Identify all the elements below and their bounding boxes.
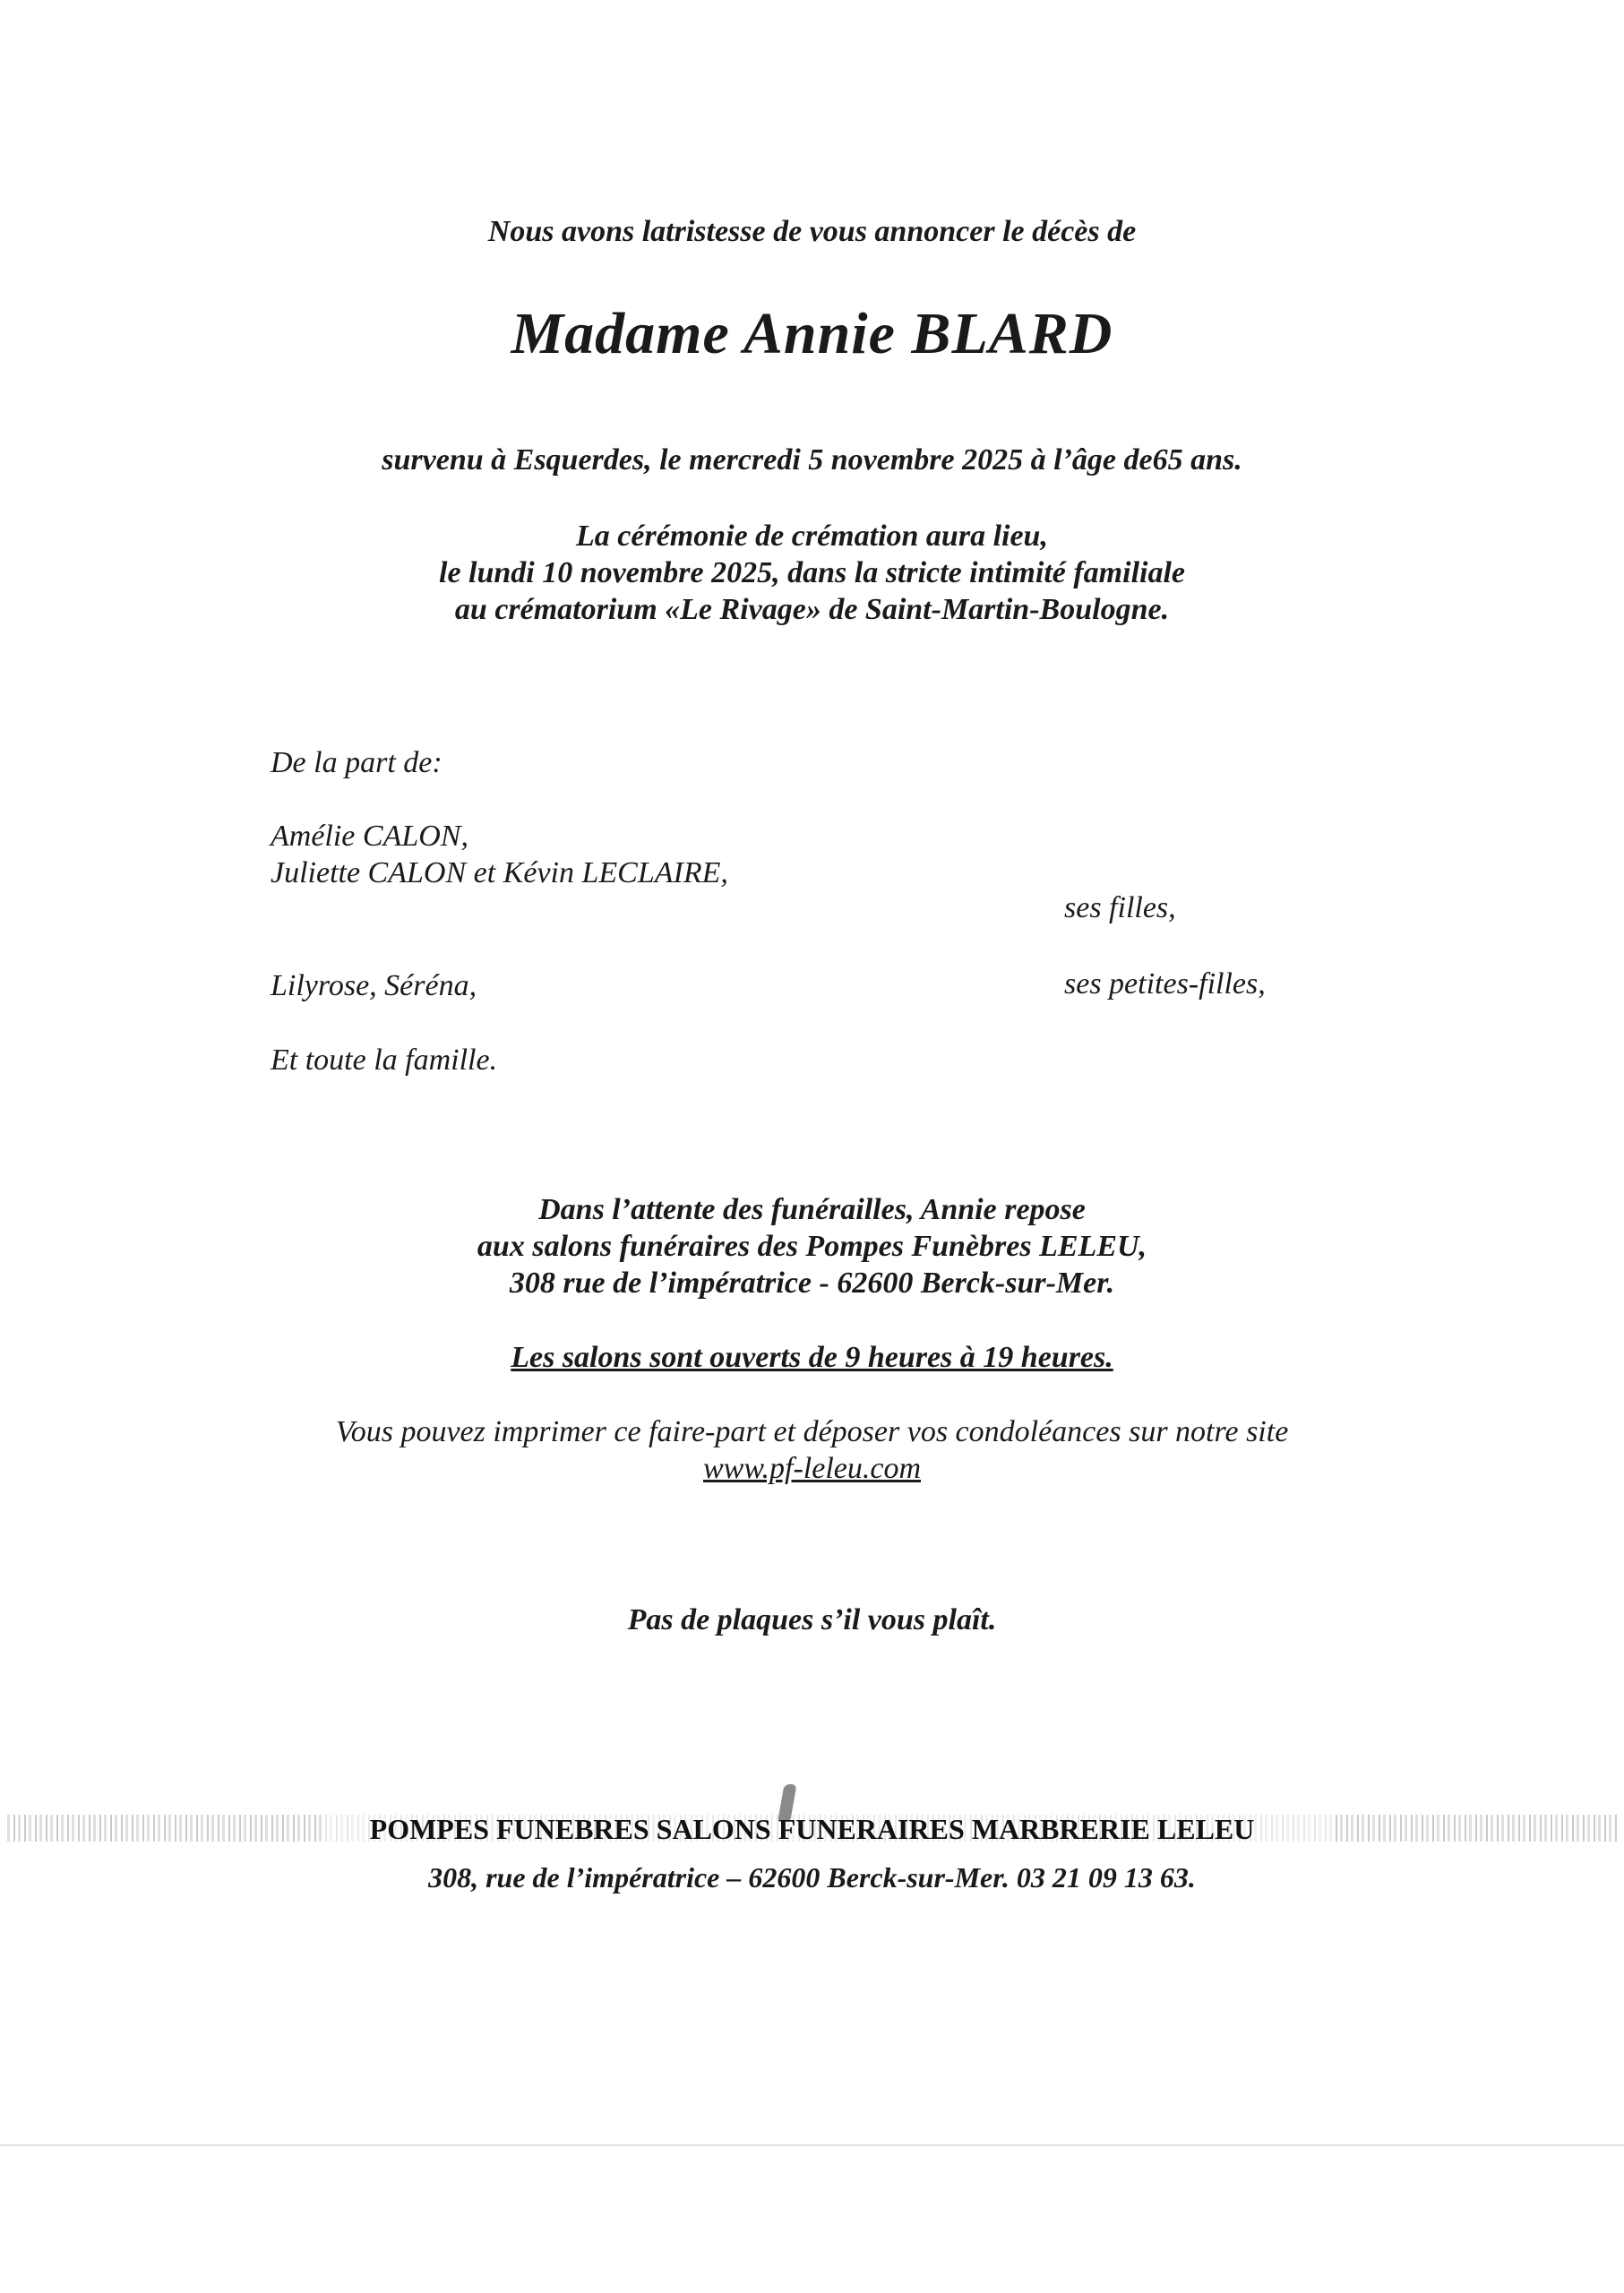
company-address: 308, rue de l’impératrice – 62600 Berck-sur-Mer. 03 21 09 13 63. — [428, 1861, 1196, 1894]
granddaughters-relation: ses petites-filles, — [1064, 967, 1266, 1001]
deceased-name: Madame Annie BLARD — [511, 301, 1113, 366]
repose-line-1: Dans l’attente des funérailles, Annie repose — [538, 1193, 1086, 1226]
website-text: Vous pouvez imprimer ce faire-part et déposer vos condoléances sur notre site — [335, 1415, 1289, 1448]
repose-block — [0, 1191, 1624, 1301]
website-block — [0, 1413, 1624, 1487]
granddaughters-names: Lilyrose, Séréna, — [271, 969, 477, 1002]
intro-text: Nous avons latristesse de vous annoncer le décès de — [487, 215, 1137, 248]
daughters-relation: ses filles, — [1064, 891, 1176, 924]
scan-edge-line — [0, 2144, 1624, 2146]
from-label: De la part de: — [271, 746, 443, 779]
daughter-name-2: Juliette CALON et Kévin LECLAIRE, — [271, 856, 728, 889]
ceremony-block — [0, 518, 1624, 628]
rest-of-family: Et toute la famille. — [271, 1043, 498, 1077]
opening-hours: Les salons sont ouverts de 9 heures à 19 heures. — [511, 1341, 1113, 1374]
ceremony-line-3: au crématorium «Le Rivage» de Saint-Martin-Boulogne. — [454, 593, 1170, 626]
ceremony-line-2: le lundi 10 novembre 2025, dans la stricte intimité familiale — [439, 556, 1185, 589]
death-details: survenu à Esquerdes, le mercredi 5 novembre 2025 à l’âge de65 ans. — [382, 443, 1242, 477]
repose-line-3: 308 rue de l’impératrice - 62600 Berck-sur-Mer. — [509, 1267, 1115, 1300]
daughters-names — [271, 818, 728, 891]
ceremony-line-1: La cérémonie de crémation aura lieu, — [576, 520, 1048, 553]
repose-line-2: aux salons funéraires des Pompes Funèbres LELEU, — [477, 1230, 1147, 1263]
company-name: POMPES FUNEBRES SALONS FUNERAIRES MARBRERIE LELEU — [369, 1813, 1255, 1845]
no-plaques-request: Pas de plaques s’il vous plaît. — [627, 1603, 997, 1636]
website-link[interactable]: www.pf-leleu.com — [703, 1452, 921, 1485]
daughter-name-1: Amélie CALON, — [271, 820, 468, 853]
